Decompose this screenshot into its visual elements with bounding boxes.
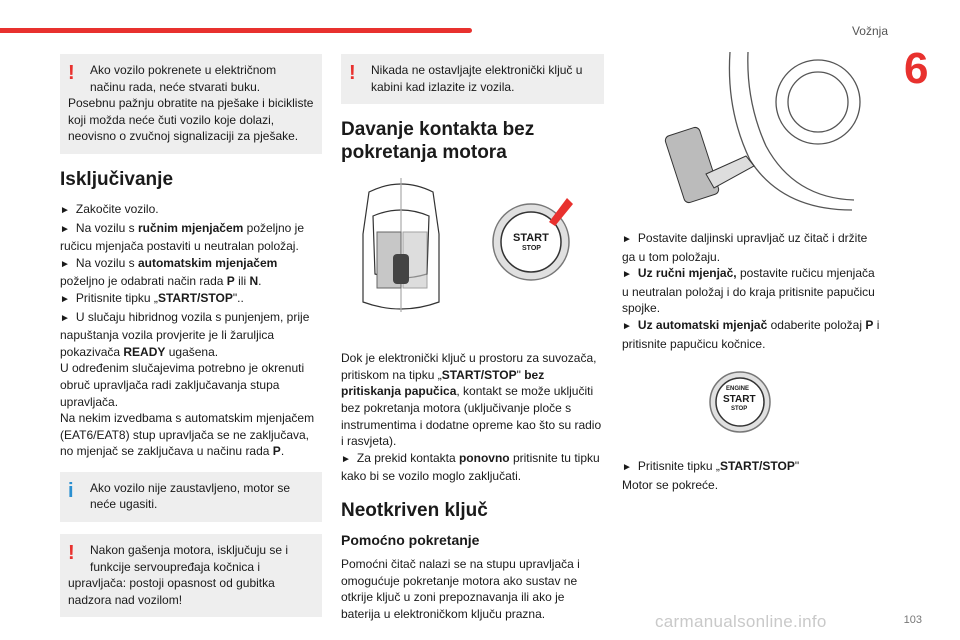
engine-start-button-illustration [622, 366, 884, 442]
note-text: Posebnu pažnju obratite na pješake i bicikliste koji možda neće čuti vozilo koje dolazi, neovisno o zvučnoj signalizaciji za pješake. [68, 96, 314, 144]
note-text: upravljača: postoji opasnost od gubitka nadzora nad vozilom! [68, 576, 275, 607]
column-right [622, 50, 884, 493]
note-text: Ako vozilo nije zaustavljeno, motor se neće ugasiti. [90, 480, 291, 512]
paragraph: Pomoćni čitač nalazi se na stupu upravljača i omogućuje pokretanje motora ako sustav ne otkrije ključ u zoni prepoznavanja ili ako je baterija u elektroničkom ključu prazna. [341, 556, 580, 621]
step: ► Na vozilu s ručnim mjenjačem poželjno je ručicu mjenjača postaviti u neutralan položaj. [60, 220, 322, 255]
stop-label: STOP [731, 406, 748, 413]
warning-note-electric-mode [60, 54, 322, 154]
subheading-backup-start: Pomoćno pokretanje [341, 531, 480, 548]
heading-ignition-no-start: Davanje kontakta bez pokretanja motora [341, 119, 535, 164]
info-note-not-stopped [60, 472, 322, 522]
heading-key-not-detected: Neotkriven ključ [341, 499, 488, 521]
paragraph: Dok je elektronički ključ u prostoru za suvozača, pritiskom na tipku „START/STOP" bez pritiskanja papučica, kontakt se može uključiti bez pokretanja motora (uključivanje ploče s instrumentima i dodatne opreme kao što su radio i rasvjeta). [341, 351, 602, 449]
paragraph: U određenim slučajevima potrebno je okrenuti obruč upravljača radi zaključavanja stupa upravljača. [60, 361, 305, 409]
engine-label: ENGINE [726, 386, 750, 393]
warning-icon: ! [349, 62, 356, 84]
info-icon: i [68, 479, 74, 502]
step: ► U slučaju hibridnog vozila s punjenjem, prije napuštanja vozila provjerite je li žaruljica pokazivača READY ugašena. [60, 309, 322, 361]
step: ► Postavite daljinski upravljač uz čitač i držite ga u tom položaju. [622, 230, 884, 265]
step: ► Za prekid kontakta ponovno pritisnite tu tipku kako bi se vozilo moglo zaključati. [341, 450, 604, 485]
heading-switch-off: Isključivanje [60, 168, 174, 190]
section-title: Vožnja [851, 24, 888, 38]
step: ► Pritisnite tipku „START/STOP".. [60, 290, 322, 309]
note-text: Ako vozilo pokrenete u električnom načinu rada, neće stvarati buku. [90, 63, 277, 94]
warning-icon: ! [68, 542, 75, 565]
warning-icon: ! [68, 62, 75, 84]
car-top-view-illustration [341, 174, 604, 324]
header-accent-bar [0, 28, 472, 33]
paragraph: Motor se pokreće. [622, 477, 719, 492]
step: ► Uz ručni mjenjač, postavite ručicu mjenjača u neutralan položaj i do kraja pritisnite papučicu spojke. [622, 265, 884, 317]
column-left [60, 50, 322, 629]
start-label: START [513, 232, 549, 245]
car-and-button-illustration [341, 174, 604, 324]
step: ► Na vozilu s automatskim mjenjačem poželjno je odabrati način rada P ili N. [60, 255, 322, 290]
warning-note-key-in-cabin [341, 54, 604, 104]
stop-label: STOP [522, 245, 541, 253]
column-middle [341, 50, 604, 622]
watermark: carmanualsonline.info [655, 612, 827, 631]
start-label: START [723, 394, 756, 406]
warning-note-servo [60, 534, 322, 617]
page-number: 103 [903, 614, 922, 626]
steering-column-illustration [622, 50, 884, 218]
step: ► Zakočite vozilo. [60, 201, 322, 220]
chapter-number: 6 [904, 44, 929, 93]
note-text: Nakon gašenja motora, isključuju se i funkcije servoupređaja kočnica i [90, 543, 289, 574]
paragraph: Na nekim izvedbama s automatskim mjenjačem (EAT6/EAT8) stup upravljača se ne zaključava, no mjenjač se zaključava u načinu rada P. [60, 411, 315, 459]
step: ► Pritisnite tipku „START/STOP" [622, 458, 884, 477]
note-text: Nikada ne ostavljajte elektronički ključ u kabini kad izlazite iz vozila. [371, 63, 583, 94]
steering-reader-illustration [622, 50, 884, 218]
step: ► Uz automatski mjenjač odaberite položaj P i pritisnite papučicu kočnice. [622, 317, 884, 352]
